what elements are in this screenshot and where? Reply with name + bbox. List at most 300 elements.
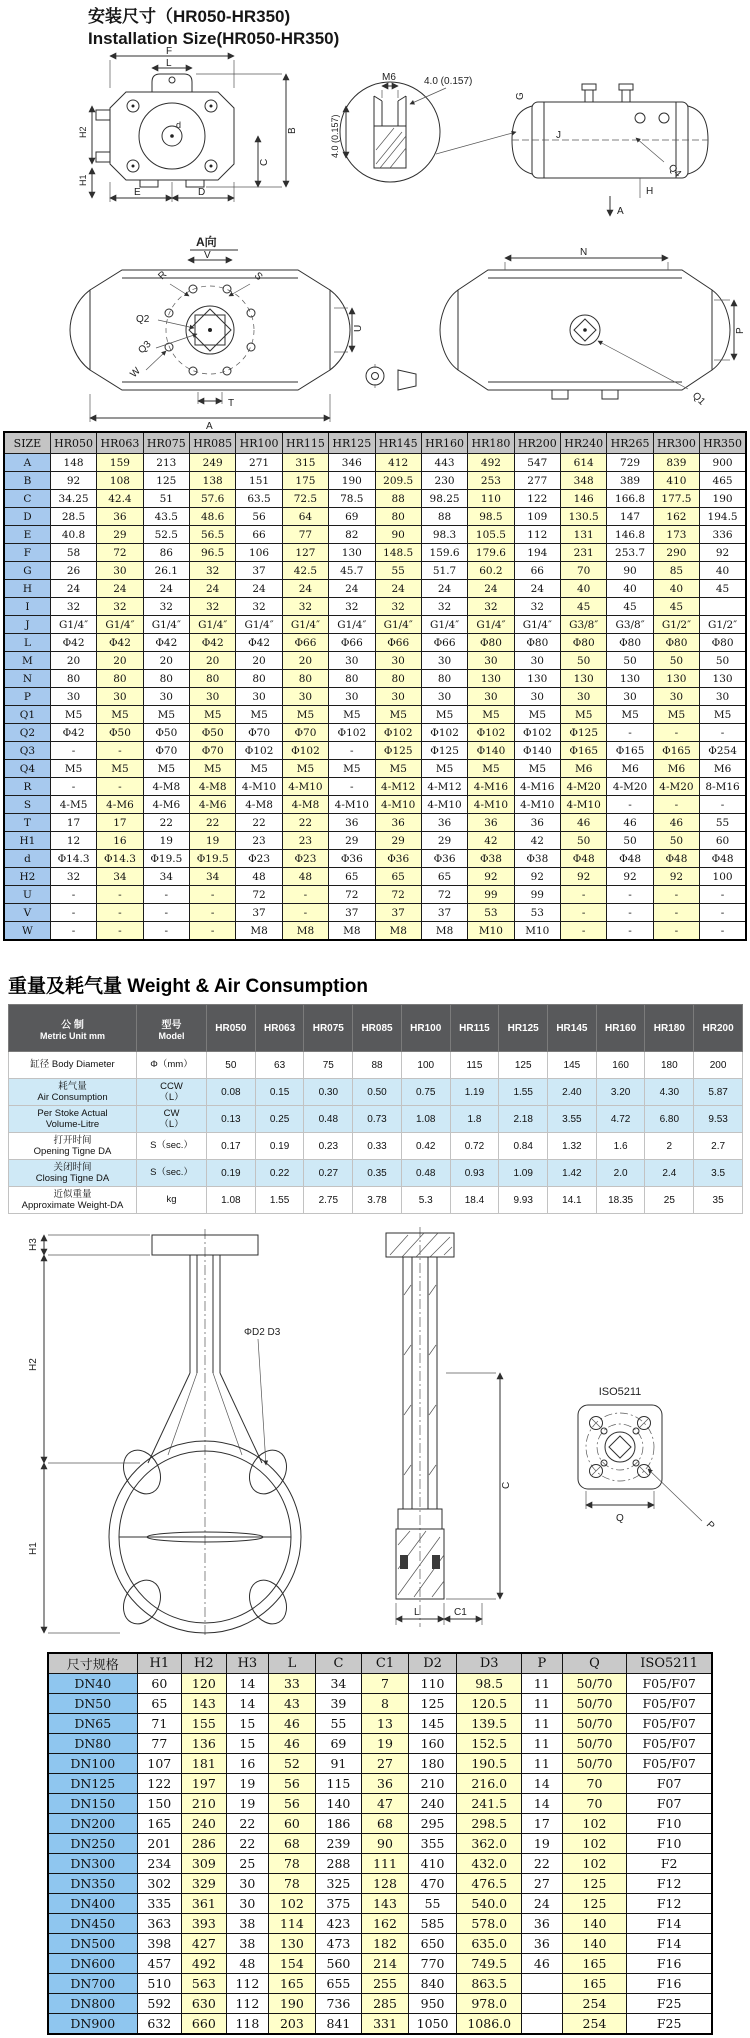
table-cell: 39 (315, 1694, 362, 1714)
table-cell: M5 (561, 706, 607, 724)
table-cell: 155 (182, 1714, 227, 1734)
table-cell: 4-M12 (421, 778, 467, 796)
row-header: DN800 (48, 1994, 137, 2014)
table-cell: 45 (607, 598, 653, 616)
table-cell: 736 (315, 1994, 362, 2014)
table-cell: - (561, 886, 607, 904)
table-cell: 28.5 (50, 508, 96, 526)
table-cell: M5 (375, 760, 421, 778)
table-cell: 22 (226, 1814, 269, 1834)
table-row (48, 2014, 712, 2035)
column-header: HR075 (143, 432, 189, 454)
table-row (4, 652, 746, 670)
dim-label-t: T (228, 398, 235, 409)
table-cell: 470 (408, 1874, 457, 1894)
table-cell: 51.7 (421, 562, 467, 580)
table-row (4, 562, 746, 580)
table-cell: 492 (468, 454, 514, 472)
dim-label-r: R (156, 269, 170, 283)
table-cell: 130 (700, 670, 746, 688)
row-unit-line: （L） (159, 1092, 184, 1103)
table-cell: Φ102 (421, 724, 467, 742)
table-cell: 0.42 (401, 1133, 450, 1160)
table-cell: 66 (236, 526, 282, 544)
table-cell: 60 (700, 832, 746, 850)
table-cell: 92 (607, 868, 653, 886)
table-cell: 0.48 (304, 1106, 353, 1133)
table-cell: 1.42 (548, 1160, 597, 1187)
table-cell: 840 (408, 1974, 457, 1994)
table-cell: 35 (694, 1187, 743, 1214)
row-unit (137, 1052, 207, 1079)
row-header: G (4, 562, 50, 580)
table-cell: 100 (700, 868, 746, 886)
table-cell: 4-M10 (468, 796, 514, 814)
table-row (48, 1874, 712, 1894)
table-cell: 115 (450, 1052, 499, 1079)
table-cell: 410 (653, 472, 699, 490)
table-cell: M5 (143, 706, 189, 724)
table-row (4, 544, 746, 562)
table-cell: - (607, 724, 653, 742)
table-cell: F07 (627, 1794, 712, 1814)
table-cell: 432.0 (457, 1854, 522, 1874)
table-cell: 159.6 (421, 544, 467, 562)
table-cell: 203 (269, 2014, 316, 2035)
table-row (48, 1794, 712, 1814)
table-cell: 65 (329, 868, 375, 886)
table-cell: 166.8 (607, 490, 653, 508)
table-cell: 51 (143, 490, 189, 508)
table-cell: 473 (315, 1934, 362, 1954)
table-cell: 14.1 (548, 1187, 597, 1214)
row-header: T (4, 814, 50, 832)
table-cell: 60.2 (468, 562, 514, 580)
table-cell: 0.30 (304, 1079, 353, 1106)
table-cell: 0.35 (353, 1160, 402, 1187)
table-cell: G1/4″ (50, 616, 96, 634)
table-cell (522, 2014, 562, 2035)
table-cell: Φ80 (468, 634, 514, 652)
table-cell: F14 (627, 1934, 712, 1954)
table-cell: 42 (514, 832, 560, 850)
table-cell: 362.0 (457, 1834, 522, 1854)
table-cell: 19 (143, 832, 189, 850)
table-cell: 36 (522, 1914, 562, 1934)
table-cell: 375 (315, 1894, 362, 1914)
table-cell: 213 (143, 454, 189, 472)
table-cell: F05/F07 (627, 1694, 712, 1714)
table-cell: 65 (137, 1694, 182, 1714)
row-unit-line: CW (163, 1107, 180, 1119)
table-cell: 20 (282, 652, 328, 670)
table-cell: 14 (226, 1674, 269, 1694)
table-cell: 190.5 (457, 1754, 522, 1774)
row-label-line: Closing Tigne DA (35, 1173, 110, 1184)
table-cell: 4-M8 (190, 778, 236, 796)
row-header: Q1 (4, 706, 50, 724)
table-cell: 71 (137, 1714, 182, 1734)
table-cell: 88 (421, 508, 467, 526)
table-cell: 72 (329, 886, 375, 904)
table-cell: Φ80 (561, 634, 607, 652)
table-cell: Φ165 (607, 742, 653, 760)
table-cell: 20 (97, 652, 143, 670)
table-cell: Φ66 (375, 634, 421, 652)
table-cell: 56 (269, 1774, 316, 1794)
table-cell: 23 (282, 832, 328, 850)
table-cell: 92 (50, 472, 96, 490)
dim-label-valve-l: L (414, 1607, 420, 1618)
column-header: HR050 (50, 432, 96, 454)
table-cell: 112 (514, 526, 560, 544)
table-cell: 60 (269, 1814, 316, 1834)
table-cell: 146 (561, 490, 607, 508)
table-cell: 3.20 (596, 1079, 645, 1106)
dim-label-f: F (166, 46, 173, 57)
table-cell: - (97, 742, 143, 760)
actuator-end-view (78, 46, 298, 202)
dim-label-valve-c: C (501, 1481, 512, 1489)
table-header-row (4, 432, 746, 454)
table-row (4, 598, 746, 616)
table-cell: 20 (190, 652, 236, 670)
table-cell: M5 (282, 760, 328, 778)
table-cell: 234 (137, 1854, 182, 1874)
table-cell: 30 (97, 562, 143, 580)
table-cell: - (50, 922, 96, 941)
table-row (4, 778, 746, 796)
table-cell: 841 (315, 2014, 362, 2035)
row-header: DN150 (48, 1794, 137, 1814)
table-cell: 151 (236, 472, 282, 490)
table-cell: 30 (514, 688, 560, 706)
table-cell: Φ125 (561, 724, 607, 742)
table-cell: 240 (408, 1794, 457, 1814)
dim-label-valve-c1: C1 (454, 1607, 467, 1618)
table-cell: 48.6 (190, 508, 236, 526)
table-cell: Φ48 (700, 850, 746, 868)
table-row (4, 526, 746, 544)
table-cell: 4-M10 (282, 778, 328, 796)
table-cell: - (607, 796, 653, 814)
column-header: L (269, 1653, 316, 1674)
table-cell: 30 (143, 688, 189, 706)
row-header: I (4, 598, 50, 616)
table-cell: 288 (315, 1854, 362, 1874)
table-cell: M5 (607, 706, 653, 724)
table-cell: 70 (562, 1774, 627, 1794)
table-cell: Φ38 (468, 850, 514, 868)
table-cell: 130.5 (561, 508, 607, 526)
column-header: HR350 (700, 432, 746, 454)
column-header: HR075 (304, 1005, 353, 1052)
dim-label-a-width: A (206, 421, 213, 432)
table-cell: M5 (50, 760, 96, 778)
row-header: DN700 (48, 1974, 137, 1994)
dim-label-w: W (128, 365, 143, 381)
table-cell: 72 (421, 886, 467, 904)
table-cell: G1/4″ (236, 616, 282, 634)
row-label-line: Approximate Weight-DA (21, 1200, 124, 1211)
row-header: DN80 (48, 1734, 137, 1754)
table-cell: 108 (97, 472, 143, 490)
table-cell: 92 (514, 868, 560, 886)
row-header: DN350 (48, 1874, 137, 1894)
table-cell: 29 (329, 832, 375, 850)
page-title-zh: 安装尺寸（HR050-HR350) (88, 7, 291, 26)
table-cell: 80 (50, 670, 96, 688)
table-row (4, 580, 746, 598)
table-cell: - (190, 886, 236, 904)
table-cell: 239 (315, 1834, 362, 1854)
column-header: HR085 (353, 1005, 402, 1052)
dim-label-s: S (251, 270, 265, 283)
table-cell: 102 (269, 1894, 316, 1914)
row-header: C (4, 490, 50, 508)
table-cell: 15 (226, 1734, 269, 1754)
row-header: V (4, 904, 50, 922)
table-cell: Φ42 (50, 634, 96, 652)
table-cell: 729 (607, 454, 653, 472)
table-cell: 271 (236, 454, 282, 472)
table-cell: 86 (143, 544, 189, 562)
row-header: DN450 (48, 1914, 137, 1934)
table-cell: Φ19.5 (190, 850, 236, 868)
table-cell: 25 (645, 1187, 694, 1214)
dim-label-q4: Q4 (665, 162, 684, 180)
column-header: HR265 (607, 432, 653, 454)
table-cell: 0.73 (353, 1106, 402, 1133)
table-cell: 443 (421, 454, 467, 472)
table-cell: 37 (236, 562, 282, 580)
column-header: HR300 (653, 432, 699, 454)
row-label (9, 1187, 137, 1214)
table-row (48, 1774, 712, 1794)
actuator-bottom-view (440, 247, 746, 408)
column-header: HR200 (694, 1005, 743, 1052)
column-header: H1 (137, 1653, 182, 1674)
table-cell: 315 (282, 454, 328, 472)
dim-label-j: J (556, 130, 561, 141)
table-cell: 162 (653, 508, 699, 526)
table-cell: 146.8 (607, 526, 653, 544)
table-cell: M5 (375, 706, 421, 724)
row-label-line: Opening Tigne DA (33, 1146, 112, 1157)
row-header: U (4, 886, 50, 904)
table-cell: 102 (562, 1854, 627, 1874)
table-cell: 102 (562, 1834, 627, 1854)
table-cell: - (653, 904, 699, 922)
row-header: DN200 (48, 1814, 137, 1834)
dim-label-valve-h3: H3 (28, 1238, 39, 1251)
table-cell: 24 (421, 580, 467, 598)
table-cell: 70 (561, 562, 607, 580)
table-cell: 40 (561, 580, 607, 598)
table-row (48, 1954, 712, 1974)
table-cell: M6 (700, 760, 746, 778)
header-line: Model (158, 1030, 185, 1041)
table-row (4, 760, 746, 778)
table-cell: 99 (468, 886, 514, 904)
row-header: DN40 (48, 1674, 137, 1694)
table-cell: M6 (607, 760, 653, 778)
table-cell: Φ66 (421, 634, 467, 652)
table-cell: 30 (700, 688, 746, 706)
table-cell: F25 (627, 1994, 712, 2014)
table-cell: 4-M16 (514, 778, 560, 796)
table-cell: 57.6 (190, 490, 236, 508)
table-row (48, 1974, 712, 1994)
table-row (4, 904, 746, 922)
table-cell: Φ14.3 (97, 850, 143, 868)
table-cell: 8-M16 (700, 778, 746, 796)
table-cell: 72 (97, 544, 143, 562)
table-cell: 30 (607, 688, 653, 706)
table-cell: G1/4″ (468, 616, 514, 634)
table-cell: 19 (522, 1834, 562, 1854)
table-cell: 148 (50, 454, 96, 472)
table-cell: 46 (269, 1734, 316, 1754)
table-cell: G1/2″ (653, 616, 699, 634)
table-cell: 0.15 (255, 1079, 304, 1106)
table-cell: 0.93 (450, 1160, 499, 1187)
table-cell: 98.25 (421, 490, 467, 508)
table-cell: 40 (607, 580, 653, 598)
table-cell: - (653, 922, 699, 941)
table-cell: M8 (282, 922, 328, 941)
table-cell: 298.5 (457, 1814, 522, 1834)
row-header: N (4, 670, 50, 688)
table-cell: 3.78 (353, 1187, 402, 1214)
table-cell: 335 (137, 1894, 182, 1914)
table-cell: 100 (401, 1052, 450, 1079)
table-cell: 20 (236, 652, 282, 670)
row-label (9, 1106, 137, 1133)
table-cell: 56.5 (190, 526, 236, 544)
table-cell: 329 (182, 1874, 227, 1894)
table-cell: 36 (362, 1774, 409, 1794)
table-cell: 186 (315, 1814, 362, 1834)
table-cell: 29 (97, 526, 143, 544)
table-cell: 240 (182, 1814, 227, 1834)
table-cell: F12 (627, 1894, 712, 1914)
table-row (9, 1160, 743, 1187)
table-cell: 180 (408, 1754, 457, 1774)
dim-label-m6: M6 (382, 72, 396, 83)
table-cell: 0.25 (255, 1106, 304, 1133)
table-cell: 4-M6 (190, 796, 236, 814)
table-cell: Φ125 (421, 742, 467, 760)
table-cell: 53 (514, 904, 560, 922)
table-cell: 592 (137, 1994, 182, 2014)
table-cell: - (607, 922, 653, 941)
table-cell: 578.0 (457, 1914, 522, 1934)
table-cell: F12 (627, 1874, 712, 1894)
table-cell: 34 (97, 868, 143, 886)
table-cell: G1/4″ (375, 616, 421, 634)
table-cell: 660 (182, 2014, 227, 2035)
table-cell: 37 (329, 904, 375, 922)
table-header-row (48, 1653, 712, 1674)
column-header: HR115 (450, 1005, 499, 1052)
row-header: DN600 (48, 1954, 137, 1974)
weight-table-head (9, 1005, 743, 1052)
table-cell: 1.08 (401, 1106, 450, 1133)
table-cell: 190 (700, 490, 746, 508)
table-cell: F10 (627, 1834, 712, 1854)
table-cell: 4-M10 (421, 796, 467, 814)
table-cell: Φ50 (190, 724, 236, 742)
table-row (48, 1934, 712, 1954)
row-label (9, 1052, 137, 1079)
table-cell: - (97, 886, 143, 904)
table-cell: Φ23 (282, 850, 328, 868)
table-cell: M10 (514, 922, 560, 941)
table-cell: 45.7 (329, 562, 375, 580)
table-cell: Φ48 (653, 850, 699, 868)
table-cell: F05/F07 (627, 1734, 712, 1754)
table-row (4, 688, 746, 706)
table-cell: 92 (468, 868, 514, 886)
table-cell (700, 598, 746, 616)
column-header: HR180 (468, 432, 514, 454)
table-cell: 0.75 (401, 1079, 450, 1106)
column-header: Q (562, 1653, 627, 1674)
table-row (4, 850, 746, 868)
table-cell: 24 (190, 580, 236, 598)
table-cell: 33 (269, 1674, 316, 1694)
table-cell: 17 (522, 1814, 562, 1834)
table-cell: 90 (607, 562, 653, 580)
table-cell: 46 (522, 1954, 562, 1974)
table-cell: 112 (226, 1994, 269, 2014)
table-cell: 309 (182, 1854, 227, 1874)
table-cell: 900 (700, 454, 746, 472)
table-cell: 78.5 (329, 490, 375, 508)
table-cell: 23 (236, 832, 282, 850)
row-label-line: 耗气量 (58, 1080, 87, 1092)
table-cell: Φ42 (50, 724, 96, 742)
table-cell: 2.4 (645, 1160, 694, 1187)
table-cell: M5 (514, 706, 560, 724)
table-row (9, 1133, 743, 1160)
table-cell: 4-M10 (514, 796, 560, 814)
row-header: E (4, 526, 50, 544)
table-cell: 13 (362, 1714, 409, 1734)
table-cell: 749.5 (457, 1954, 522, 1974)
table-cell: 50 (653, 832, 699, 850)
table-cell: 177.5 (653, 490, 699, 508)
table-cell: 4-M16 (468, 778, 514, 796)
table-cell: 43.5 (143, 508, 189, 526)
table-cell: 40.8 (50, 526, 96, 544)
table-cell: 136 (182, 1734, 227, 1754)
table-cell: 560 (315, 1954, 362, 1974)
column-header: C (315, 1653, 362, 1674)
table-cell: 30 (97, 688, 143, 706)
installation-size-table (3, 431, 747, 941)
table-cell: 50/70 (562, 1734, 627, 1754)
table-cell: 92 (561, 868, 607, 886)
table-cell: M5 (700, 706, 746, 724)
table-cell: 154 (269, 1954, 316, 1974)
table-cell: 34 (190, 868, 236, 886)
row-header: H (4, 580, 50, 598)
table-cell: G1/4″ (97, 616, 143, 634)
table-cell: 2.0 (596, 1160, 645, 1187)
table-cell: Φ102 (236, 742, 282, 760)
